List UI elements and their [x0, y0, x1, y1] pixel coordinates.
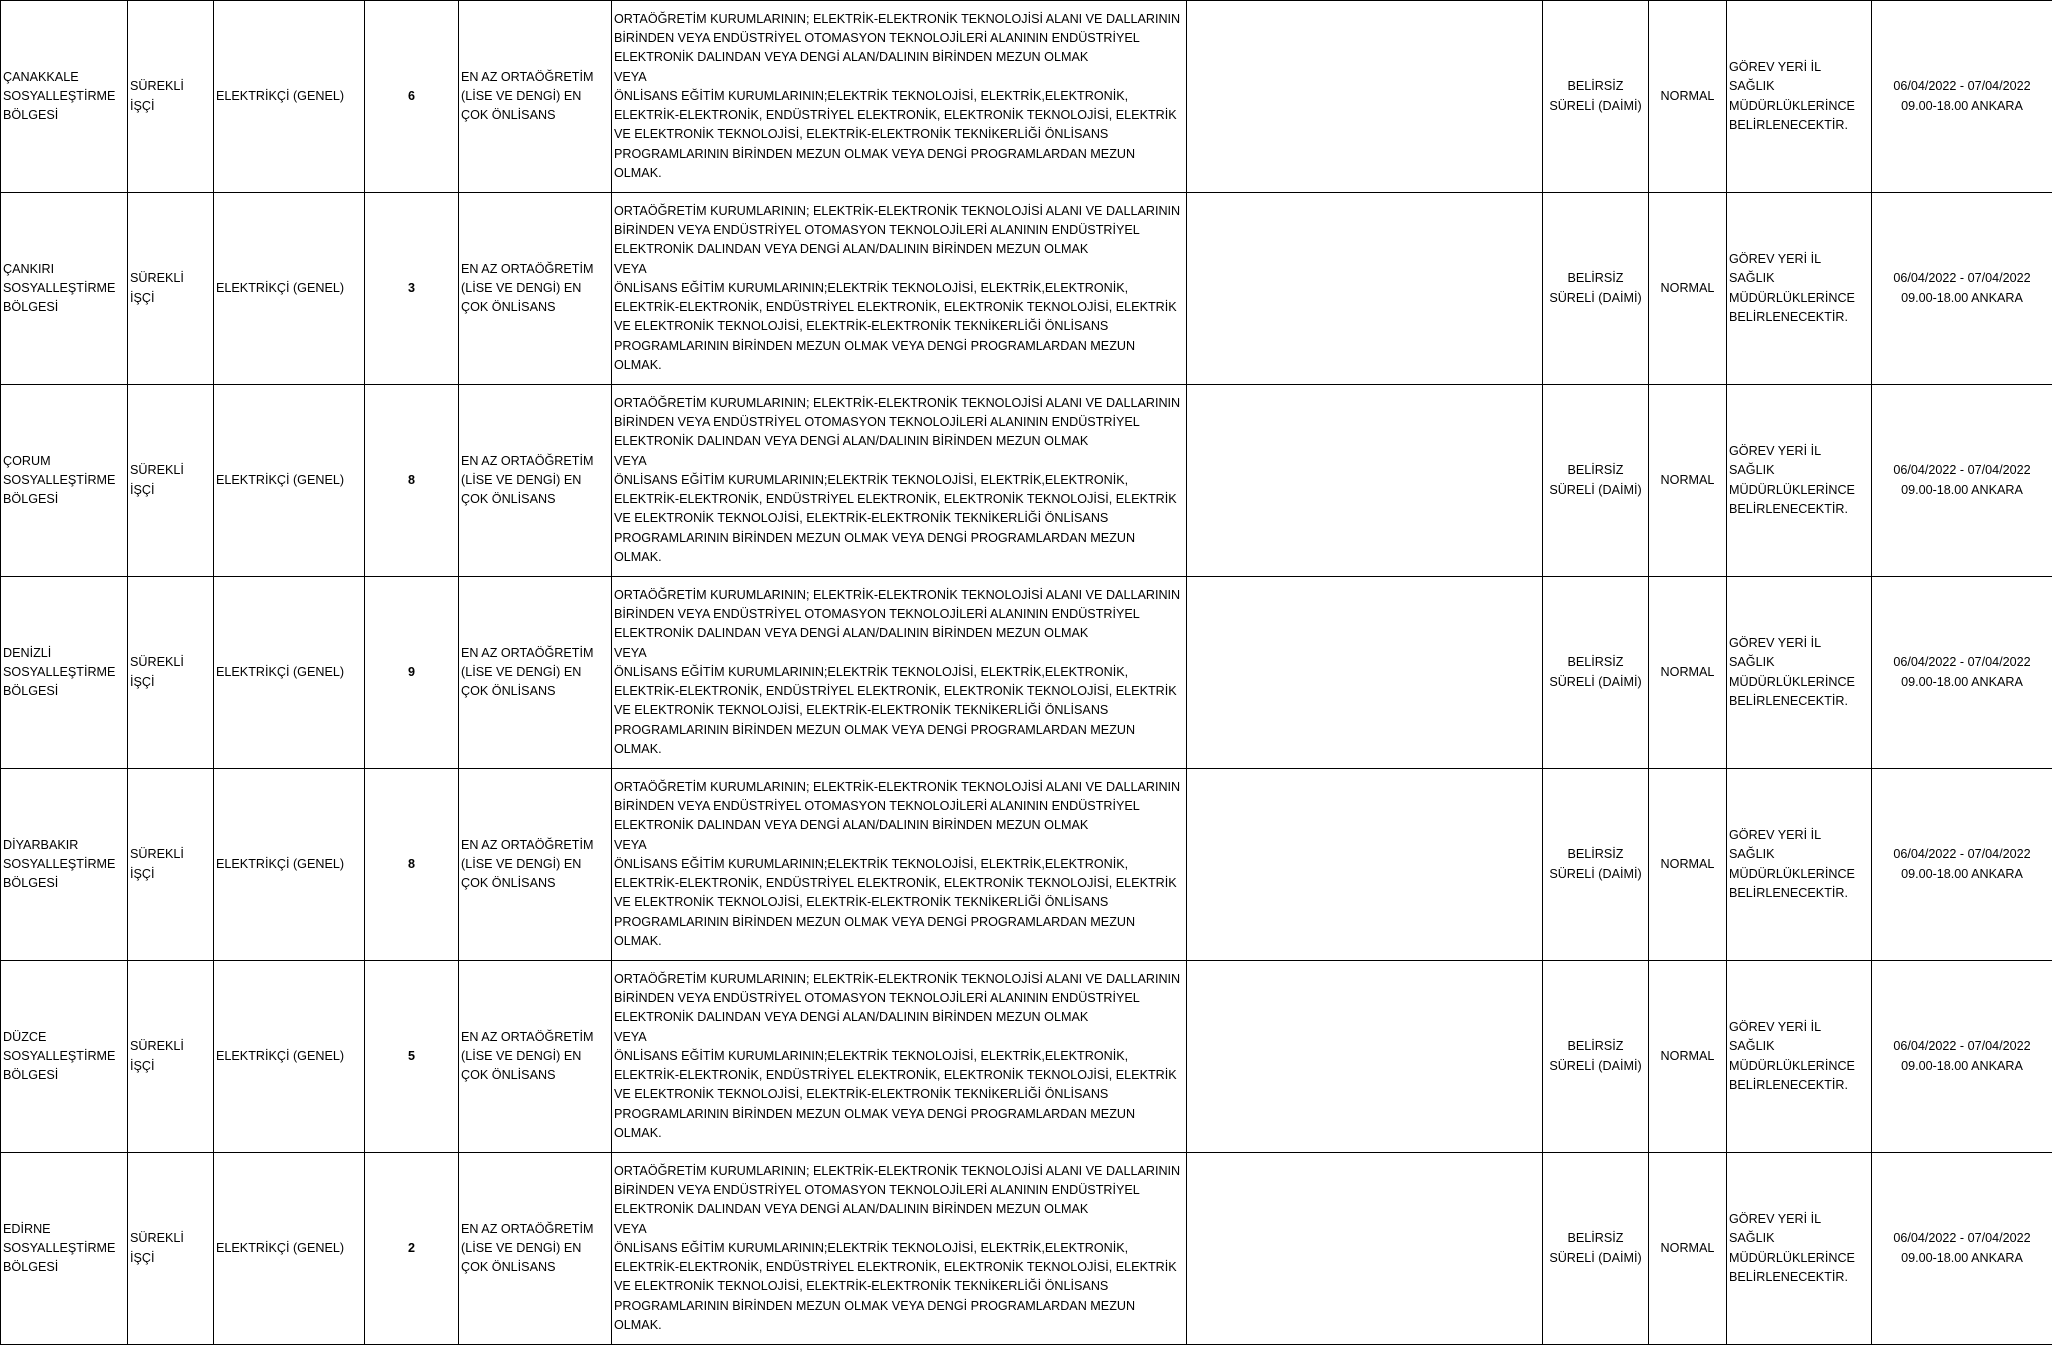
position-cell: ELEKTRİKÇİ (GENEL) — [214, 1, 365, 193]
status-cell: NORMAL — [1649, 961, 1727, 1153]
table-row — [1, 385, 2052, 577]
date-cell: 06/04/2022 - 07/04/2022 09.00-18.00 ANKARA — [1872, 1153, 2052, 1345]
education-cell: EN AZ ORTAÖĞRETİM (LİSE VE DENGİ) EN ÇOK ÖNLİSANS — [459, 193, 612, 385]
extra-cell — [1187, 1, 1543, 193]
status-cell: NORMAL — [1649, 577, 1727, 769]
location-cell: GÖREV YERİ İL SAĞLIK MÜDÜRLÜKLERİNCE BELİRLENECEKTİR. — [1727, 961, 1872, 1153]
table-row — [1, 769, 2052, 961]
education-cell: EN AZ ORTAÖĞRETİM (LİSE VE DENGİ) EN ÇOK ÖNLİSANS — [459, 577, 612, 769]
position-cell: ELEKTRİKÇİ (GENEL) — [214, 385, 365, 577]
extra-cell — [1187, 193, 1543, 385]
requirements-cell — [612, 193, 1187, 385]
position-cell: ELEKTRİKÇİ (GENEL) — [214, 193, 365, 385]
duration-cell: BELİRSİZ SÜRELİ (DAİMİ) — [1543, 385, 1649, 577]
requirements-text: ORTAÖĞRETİM KURUMLARININ; ELEKTRİK-ELEKTRONİK TEKNOLOJİSİ ALANI VE DALLARININ BİRİNDEN VEYA ENDÜSTRİYEL OTOMASYON TEKNOLOJİLERİ ALANININ ENDÜSTRİYEL ELEKTRONİK DALINDAN VEYA DENGİ ALAN/DALININ BİRİNDEN MEZUN OLMAK VEYA ÖNLİSANS EĞİTİM KURUMLARININ;ELEKTRİK TEKNOLOJİSİ, ELEKTRİK,ELEKTRONİK, ELEKTRİK-ELEKTRONİK, ENDÜSTRİYEL ELEKTRONİK, ELEKTRONİK TEKNOLOJİSİ, ELEKTRİK VE ELEKTRONİK TEKNOLOJİSİ, ELEKTRİK-ELEKTRONİK TEKNİKERLİĞİ ÖNLİSANS PROGRAMLARININ BİRİNDEN MEZUN OLMAK VEYA DENGİ PROGRAMLARDAN MEZUN OLMAK. — [614, 780, 1181, 948]
staff-type-cell: SÜREKLİ İŞÇİ — [128, 577, 214, 769]
extra-cell — [1187, 577, 1543, 769]
position-cell: ELEKTRİKÇİ (GENEL) — [214, 769, 365, 961]
requirements-cell — [612, 1153, 1187, 1345]
region-cell: EDİRNE SOSYALLEŞTİRME BÖLGESİ — [1, 1153, 128, 1345]
count-cell: 5 — [365, 961, 459, 1153]
date-cell: 06/04/2022 - 07/04/2022 09.00-18.00 ANKARA — [1872, 385, 2052, 577]
extra-cell — [1187, 385, 1543, 577]
region-cell: DİYARBAKIR SOSYALLEŞTİRME BÖLGESİ — [1, 769, 128, 961]
region-cell: ÇORUM SOSYALLEŞTİRME BÖLGESİ — [1, 385, 128, 577]
extra-cell — [1187, 961, 1543, 1153]
location-cell: GÖREV YERİ İL SAĞLIK MÜDÜRLÜKLERİNCE BELİRLENECEKTİR. — [1727, 769, 1872, 961]
requirements-cell — [612, 385, 1187, 577]
education-cell: EN AZ ORTAÖĞRETİM (LİSE VE DENGİ) EN ÇOK ÖNLİSANS — [459, 1153, 612, 1345]
table-row — [1, 1153, 2052, 1345]
location-cell: GÖREV YERİ İL SAĞLIK MÜDÜRLÜKLERİNCE BELİRLENECEKTİR. — [1727, 577, 1872, 769]
duration-cell: BELİRSİZ SÜRELİ (DAİMİ) — [1543, 1, 1649, 193]
requirements-text: ORTAÖĞRETİM KURUMLARININ; ELEKTRİK-ELEKTRONİK TEKNOLOJİSİ ALANI VE DALLARININ BİRİNDEN VEYA ENDÜSTRİYEL OTOMASYON TEKNOLOJİLERİ ALANININ ENDÜSTRİYEL ELEKTRONİK DALINDAN VEYA DENGİ ALAN/DALININ BİRİNDEN MEZUN OLMAK VEYA ÖNLİSANS EĞİTİM KURUMLARININ;ELEKTRİK TEKNOLOJİSİ, ELEKTRİK,ELEKTRONİK, ELEKTRİK-ELEKTRONİK, ENDÜSTRİYEL ELEKTRONİK, ELEKTRONİK TEKNOLOJİSİ, ELEKTRİK VE ELEKTRONİK TEKNOLOJİSİ, ELEKTRİK-ELEKTRONİK TEKNİKERLİĞİ ÖNLİSANS PROGRAMLARININ BİRİNDEN MEZUN OLMAK VEYA DENGİ PROGRAMLARDAN MEZUN OLMAK. — [614, 396, 1181, 564]
location-cell: GÖREV YERİ İL SAĞLIK MÜDÜRLÜKLERİNCE BELİRLENECEKTİR. — [1727, 385, 1872, 577]
requirements-cell — [612, 769, 1187, 961]
status-cell: NORMAL — [1649, 385, 1727, 577]
extra-cell — [1187, 1153, 1543, 1345]
requirements-text: ORTAÖĞRETİM KURUMLARININ; ELEKTRİK-ELEKTRONİK TEKNOLOJİSİ ALANI VE DALLARININ BİRİNDEN VEYA ENDÜSTRİYEL OTOMASYON TEKNOLOJİLERİ ALANININ ENDÜSTRİYEL ELEKTRONİK DALINDAN VEYA DENGİ ALAN/DALININ BİRİNDEN MEZUN OLMAK VEYA ÖNLİSANS EĞİTİM KURUMLARININ;ELEKTRİK TEKNOLOJİSİ, ELEKTRİK,ELEKTRONİK, ELEKTRİK-ELEKTRONİK, ENDÜSTRİYEL ELEKTRONİK, ELEKTRONİK TEKNOLOJİSİ, ELEKTRİK VE ELEKTRONİK TEKNOLOJİSİ, ELEKTRİK-ELEKTRONİK TEKNİKERLİĞİ ÖNLİSANS PROGRAMLARININ BİRİNDEN MEZUN OLMAK VEYA DENGİ PROGRAMLARDAN MEZUN OLMAK. — [614, 1164, 1181, 1332]
count-cell: 6 — [365, 1, 459, 193]
education-cell: EN AZ ORTAÖĞRETİM (LİSE VE DENGİ) EN ÇOK ÖNLİSANS — [459, 961, 612, 1153]
table-row — [1, 193, 2052, 385]
duration-cell: BELİRSİZ SÜRELİ (DAİMİ) — [1543, 769, 1649, 961]
status-cell: NORMAL — [1649, 1153, 1727, 1345]
count-cell: 2 — [365, 1153, 459, 1345]
duration-cell: BELİRSİZ SÜRELİ (DAİMİ) — [1543, 961, 1649, 1153]
duration-cell: BELİRSİZ SÜRELİ (DAİMİ) — [1543, 193, 1649, 385]
table-row — [1, 961, 2052, 1153]
count-cell: 9 — [365, 577, 459, 769]
table-body — [1, 1, 2052, 1345]
status-cell: NORMAL — [1649, 1, 1727, 193]
location-cell: GÖREV YERİ İL SAĞLIK MÜDÜRLÜKLERİNCE BELİRLENECEKTİR. — [1727, 1153, 1872, 1345]
staff-type-cell: SÜREKLİ İŞÇİ — [128, 1, 214, 193]
staff-type-cell: SÜREKLİ İŞÇİ — [128, 1153, 214, 1345]
staff-type-cell: SÜREKLİ İŞÇİ — [128, 769, 214, 961]
date-cell: 06/04/2022 - 07/04/2022 09.00-18.00 ANKARA — [1872, 769, 2052, 961]
requirements-text: ORTAÖĞRETİM KURUMLARININ; ELEKTRİK-ELEKTRONİK TEKNOLOJİSİ ALANI VE DALLARININ BİRİNDEN VEYA ENDÜSTRİYEL OTOMASYON TEKNOLOJİLERİ ALANININ ENDÜSTRİYEL ELEKTRONİK DALINDAN VEYA DENGİ ALAN/DALININ BİRİNDEN MEZUN OLMAK VEYA ÖNLİSANS EĞİTİM KURUMLARININ;ELEKTRİK TEKNOLOJİSİ, ELEKTRİK,ELEKTRONİK, ELEKTRİK-ELEKTRONİK, ENDÜSTRİYEL ELEKTRONİK, ELEKTRONİK TEKNOLOJİSİ, ELEKTRİK VE ELEKTRONİK TEKNOLOJİSİ, ELEKTRİK-ELEKTRONİK TEKNİKERLİĞİ ÖNLİSANS PROGRAMLARININ BİRİNDEN MEZUN OLMAK VEYA DENGİ PROGRAMLARDAN MEZUN OLMAK. — [614, 204, 1181, 372]
requirements-text: ORTAÖĞRETİM KURUMLARININ; ELEKTRİK-ELEKTRONİK TEKNOLOJİSİ ALANI VE DALLARININ BİRİNDEN VEYA ENDÜSTRİYEL OTOMASYON TEKNOLOJİLERİ ALANININ ENDÜSTRİYEL ELEKTRONİK DALINDAN VEYA DENGİ ALAN/DALININ BİRİNDEN MEZUN OLMAK VEYA ÖNLİSANS EĞİTİM KURUMLARININ;ELEKTRİK TEKNOLOJİSİ, ELEKTRİK,ELEKTRONİK, ELEKTRİK-ELEKTRONİK, ENDÜSTRİYEL ELEKTRONİK, ELEKTRONİK TEKNOLOJİSİ, ELEKTRİK VE ELEKTRONİK TEKNOLOJİSİ, ELEKTRİK-ELEKTRONİK TEKNİKERLİĞİ ÖNLİSANS PROGRAMLARININ BİRİNDEN MEZUN OLMAK VEYA DENGİ PROGRAMLARDAN MEZUN OLMAK. — [614, 972, 1181, 1140]
extra-cell — [1187, 769, 1543, 961]
region-cell: DENİZLİ SOSYALLEŞTİRME BÖLGESİ — [1, 577, 128, 769]
region-cell: DÜZCE SOSYALLEŞTİRME BÖLGESİ — [1, 961, 128, 1153]
duration-cell: BELİRSİZ SÜRELİ (DAİMİ) — [1543, 577, 1649, 769]
position-cell: ELEKTRİKÇİ (GENEL) — [214, 1153, 365, 1345]
requirements-cell — [612, 577, 1187, 769]
region-cell: ÇANKIRI SOSYALLEŞTİRME BÖLGESİ — [1, 193, 128, 385]
requirements-cell — [612, 1, 1187, 193]
position-cell: ELEKTRİKÇİ (GENEL) — [214, 961, 365, 1153]
education-cell: EN AZ ORTAÖĞRETİM (LİSE VE DENGİ) EN ÇOK ÖNLİSANS — [459, 1, 612, 193]
date-cell: 06/04/2022 - 07/04/2022 09.00-18.00 ANKARA — [1872, 961, 2052, 1153]
location-cell: GÖREV YERİ İL SAĞLIK MÜDÜRLÜKLERİNCE BELİRLENECEKTİR. — [1727, 193, 1872, 385]
staff-type-cell: SÜREKLİ İŞÇİ — [128, 385, 214, 577]
duration-cell: BELİRSİZ SÜRELİ (DAİMİ) — [1543, 1153, 1649, 1345]
education-cell: EN AZ ORTAÖĞRETİM (LİSE VE DENGİ) EN ÇOK ÖNLİSANS — [459, 385, 612, 577]
requirements-text: ORTAÖĞRETİM KURUMLARININ; ELEKTRİK-ELEKTRONİK TEKNOLOJİSİ ALANI VE DALLARININ BİRİNDEN VEYA ENDÜSTRİYEL OTOMASYON TEKNOLOJİLERİ ALANININ ENDÜSTRİYEL ELEKTRONİK DALINDAN VEYA DENGİ ALAN/DALININ BİRİNDEN MEZUN OLMAK VEYA ÖNLİSANS EĞİTİM KURUMLARININ;ELEKTRİK TEKNOLOJİSİ, ELEKTRİK,ELEKTRONİK, ELEKTRİK-ELEKTRONİK, ENDÜSTRİYEL ELEKTRONİK, ELEKTRONİK TEKNOLOJİSİ, ELEKTRİK VE ELEKTRONİK TEKNOLOJİSİ, ELEKTRİK-ELEKTRONİK TEKNİKERLİĞİ ÖNLİSANS PROGRAMLARININ BİRİNDEN MEZUN OLMAK VEYA DENGİ PROGRAMLARDAN MEZUN OLMAK. — [614, 588, 1181, 756]
count-cell: 8 — [365, 769, 459, 961]
staff-type-cell: SÜREKLİ İŞÇİ — [128, 193, 214, 385]
table-row — [1, 1, 2052, 193]
position-cell: ELEKTRİKÇİ (GENEL) — [214, 577, 365, 769]
count-cell: 3 — [365, 193, 459, 385]
date-cell: 06/04/2022 - 07/04/2022 09.00-18.00 ANKARA — [1872, 577, 2052, 769]
date-cell: 06/04/2022 - 07/04/2022 09.00-18.00 ANKARA — [1872, 193, 2052, 385]
education-cell: EN AZ ORTAÖĞRETİM (LİSE VE DENGİ) EN ÇOK ÖNLİSANS — [459, 769, 612, 961]
count-cell: 8 — [365, 385, 459, 577]
staff-type-cell: SÜREKLİ İŞÇİ — [128, 961, 214, 1153]
status-cell: NORMAL — [1649, 193, 1727, 385]
requirements-text: ORTAÖĞRETİM KURUMLARININ; ELEKTRİK-ELEKTRONİK TEKNOLOJİSİ ALANI VE DALLARININ BİRİNDEN VEYA ENDÜSTRİYEL OTOMASYON TEKNOLOJİLERİ ALANININ ENDÜSTRİYEL ELEKTRONİK DALINDAN VEYA DENGİ ALAN/DALININ BİRİNDEN MEZUN OLMAK VEYA ÖNLİSANS EĞİTİM KURUMLARININ;ELEKTRİK TEKNOLOJİSİ, ELEKTRİK,ELEKTRONİK, ELEKTRİK-ELEKTRONİK, ENDÜSTRİYEL ELEKTRONİK, ELEKTRONİK TEKNOLOJİSİ, ELEKTRİK VE ELEKTRONİK TEKNOLOJİSİ, ELEKTRİK-ELEKTRONİK TEKNİKERLİĞİ ÖNLİSANS PROGRAMLARININ BİRİNDEN MEZUN OLMAK VEYA DENGİ PROGRAMLARDAN MEZUN OLMAK. — [614, 12, 1181, 180]
date-cell: 06/04/2022 - 07/04/2022 09.00-18.00 ANKARA — [1872, 1, 2052, 193]
region-cell: ÇANAKKALE SOSYALLEŞTİRME BÖLGESİ — [1, 1, 128, 193]
table-row — [1, 577, 2052, 769]
requirements-cell — [612, 961, 1187, 1153]
status-cell: NORMAL — [1649, 769, 1727, 961]
location-cell: GÖREV YERİ İL SAĞLIK MÜDÜRLÜKLERİNCE BELİRLENECEKTİR. — [1727, 1, 1872, 193]
